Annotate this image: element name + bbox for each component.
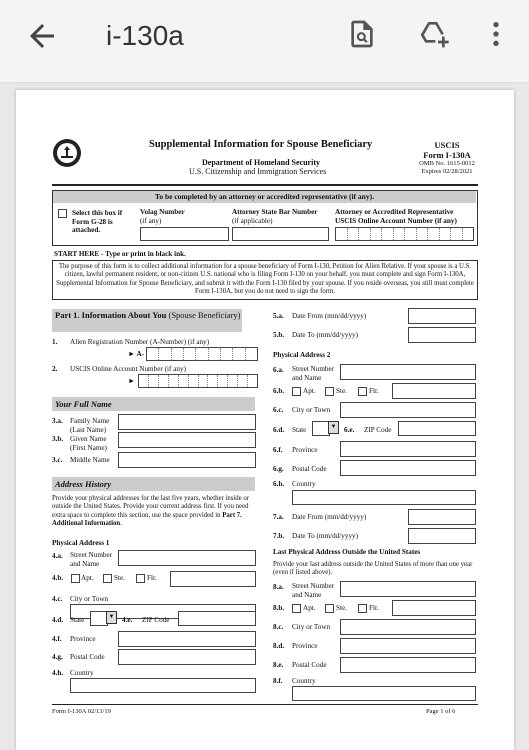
form-id: Form I-130A: [423, 150, 471, 160]
unit-2-input[interactable]: [392, 383, 476, 399]
bar-number-input[interactable]: [232, 227, 329, 241]
unit-8-input[interactable]: [392, 600, 476, 616]
street-1-label: Street Number and Name: [70, 551, 113, 568]
city-8-label: City or Town: [292, 623, 331, 631]
postal-1-input[interactable]: [118, 649, 256, 665]
part1-header: Part 1. Information About You (Spouse Beneficiary): [52, 309, 242, 332]
attorney-bar: To be completed by an attorney or accredited representative (if any).: [53, 191, 476, 203]
department: Department of Homeland Security: [202, 158, 320, 167]
date-from-5-label: Date From (mm/dd/yyyy): [292, 312, 367, 320]
postal-8-label: Postal Code: [292, 661, 327, 669]
apt-1-checkbox[interactable]: [71, 574, 80, 583]
uscis-account-label: Attorney or Accredited Representative USCIS Online Account Number (if any): [335, 208, 457, 225]
province-2-input[interactable]: [340, 441, 476, 457]
uscis-online-input[interactable]: [138, 374, 258, 388]
province-1-input[interactable]: [118, 631, 256, 647]
city-2-input[interactable]: [340, 402, 476, 418]
last-address-title: Last Physical Address Outside the United States: [273, 548, 421, 556]
apt-2-checkbox[interactable]: [292, 387, 301, 396]
date-to-5-input[interactable]: [408, 327, 476, 343]
last-address-intro: Provide your last address outside the United States of more than one year (even if listed above).: [273, 561, 473, 577]
g28-checkbox[interactable]: [58, 209, 67, 218]
back-arrow-icon[interactable]: [24, 18, 60, 54]
city-8-input[interactable]: [340, 619, 476, 635]
middle-name-input[interactable]: [118, 452, 256, 468]
state-2-label: State: [292, 426, 307, 434]
date-from-7-label: Date From (mm/dd/yyyy): [292, 513, 367, 521]
dhs-seal-icon: [52, 138, 82, 168]
uscis-online-label: USCIS Online Account Number (if any): [70, 365, 186, 373]
volag-sub: (if any): [140, 217, 162, 225]
state-1-label: State: [70, 616, 85, 624]
bar-number-label: Attorney State Bar Number: [232, 208, 318, 216]
a-number-input[interactable]: [146, 347, 258, 361]
postal-1-label: Postal Code: [70, 653, 105, 661]
city-1-label: City or Town: [70, 595, 109, 603]
form-title: Supplemental Information for Spouse Beneficiary: [149, 139, 373, 150]
postal-2-input[interactable]: [340, 460, 476, 476]
date-to-7-label: Date To (mm/dd/yyyy): [292, 532, 359, 540]
street-8-input[interactable]: [340, 581, 476, 597]
street-1-input[interactable]: [118, 550, 256, 566]
flr-8-checkbox[interactable]: [358, 604, 367, 613]
uscis-account-input[interactable]: [335, 227, 474, 241]
zip-1-label: ZIP Code: [142, 616, 170, 624]
country-8-input[interactable]: [292, 686, 476, 701]
zip-1-input[interactable]: [178, 611, 256, 626]
a-number-label: Alien Registration Number (A-Number) (if any): [70, 338, 210, 346]
street-2-label: Street Number and Name: [292, 365, 335, 382]
country-1-input[interactable]: [70, 678, 256, 693]
postal-8-input[interactable]: [340, 657, 476, 673]
chevron-down-icon[interactable]: ▼: [328, 421, 339, 434]
omb-number: OMB No. 1615-0012: [419, 160, 475, 167]
province-1-label: Province: [70, 635, 96, 643]
country-2-input[interactable]: [292, 490, 476, 505]
a-number-prefix: ► A-: [128, 350, 145, 358]
document-title: i-130a: [106, 20, 184, 51]
flr-2-checkbox[interactable]: [358, 387, 367, 396]
search-document-icon[interactable]: [346, 18, 378, 50]
apt-8-checkbox[interactable]: [292, 604, 301, 613]
date-from-7-input[interactable]: [408, 509, 476, 525]
uscis-label: USCIS: [434, 140, 460, 150]
flr-1-checkbox[interactable]: [136, 574, 145, 583]
more-vert-icon[interactable]: [480, 18, 512, 50]
given-name-input[interactable]: [118, 432, 256, 448]
ste-2-checkbox[interactable]: [325, 387, 334, 396]
date-to-5-label: Date To (mm/dd/yyyy): [292, 331, 359, 339]
country-2-label: Country: [292, 480, 316, 488]
street-2-input[interactable]: [340, 364, 476, 380]
family-name-label: Family Name (Last Name): [70, 417, 110, 434]
chevron-down-icon[interactable]: ▼: [106, 611, 117, 624]
purpose-text: The purpose of this form is to collect additional information for a spouse beneficiary of Form I-130, Petition for Alien Relative. If your spouse is a U.S. citizen, lawful permanent resident, or non-citizen U.S. national who is filing Form I-130 on your behalf, you must complete and sign Form I-130A, Supplemental Information for Spouse Beneficiary, and submit it with the Form I-130 filed by your spouse. If you reside overseas, you still must complete Form I-130A, but you do not need to sign the form.: [52, 260, 478, 300]
volag-label: Volag Number: [140, 208, 185, 216]
bar-number-sub: (if applicable): [232, 217, 273, 225]
physical-address-2-title: Physical Address 2: [273, 351, 331, 359]
zip-2-input[interactable]: [398, 421, 476, 436]
city-2-label: City or Town: [292, 406, 331, 414]
given-name-label: Given Name (First Name): [70, 435, 107, 452]
footer-form-id: Form I-130A 02/13/19: [52, 708, 111, 715]
address-history-intro: Provide your physical addresses for the last five years, whether inside or outside the United States. Provide your current address first. If you need extra space to complete this section, use the space provided in Part 7. Additional Information.: [52, 495, 250, 527]
app-bar: [0, 0, 529, 83]
middle-name-label: Middle Name: [70, 456, 110, 464]
province-8-label: Province: [292, 642, 318, 650]
ste-1-checkbox[interactable]: [103, 574, 112, 583]
physical-address-1-title: Physical Address 1: [52, 539, 110, 547]
province-8-input[interactable]: [340, 638, 476, 654]
zip-2-label: ZIP Code: [364, 426, 392, 434]
province-2-label: Province: [292, 446, 318, 454]
document-page: Supplemental Information for Spouse Beneficiary Department of Homeland Security U.S. Citizenship and Immigration Services USCIS Form I-130A OMB No. 1615-0012 Expires 02/28/2021 To be completed by an attorney or accredited representative (if any). Select this box if Form G-28 is attached. Volag Number (if any) Attorney State Bar Number (if applicable) Attorney or Accredited Representative USCIS Online Account Number (if any) START HERE - Type or print in black ink. The purpose of this form is to collect additional information for a spouse beneficiary of Form I-130, Petition for Alien Relative. If your spouse is a U.S. citizen, lawful permanent resident, or non-citizen U.S. national who is filing Form I-130 on your behalf, you must complete and sign Form I-130A, Supplemental Information for Spouse Beneficiary, and submit it with the Form I-130 filed by your spouse. If you reside overseas, you still must complete Form I-130A, but you do not need to sign the form. Part 1. Information About You (Spouse Beneficiary) 1. Alien Registration Number (A-Number) (if any) ► A- 2. USCIS Online Account Number (if any) ► Your Full Name 3.a. Family Name (Last Name) 3.b. Given Name (First Name) 3.c. Middle Name Address History Provide your physical addresses for the last five years, whether inside or outside the United States. Provide your current address first. If you need extra space to complete this section, use the space provided in Part 7. Additional Information. Physical Address 1 4.a. Street Number and Name 4.b. Apt. Ste. Flr. 4.c. City or Town 4.d. State ▼ 4.e. ZIP Code 4.f. Province 4.g. Postal Code 4.h. Country 5.a. Date From (mm/dd/yyyy) 5.b. Date To (mm/dd/yyyy) Physical Address 2 6.a. Street Number and Name 6.b. Apt. Ste. Flr. 6.c. City or Town 6.d. State ▼ 6.e. ZIP Code 6.f. Province 6.g. Postal Code 6.h. Country 7.a. Date From (mm/dd/yyyy) 7.b. Date To (mm/dd/yyyy) Last Physical Address Outside the United States Provide your last address outside the United States of more than one year (even if listed above). 8.a. Street Number and Name 8.b. Apt. Ste. Flr. 8.c. City or Town 8.d. Province 8.e. Postal Code 8.f. Country Form I-130A 02/13/19 Page 1 of 6: [16, 90, 514, 750]
agency: U.S. Citizenship and Immigration Services: [189, 167, 327, 176]
expiration: Expires 02/28/2021: [421, 168, 473, 175]
country-8-label: Country: [292, 677, 316, 685]
volag-input[interactable]: [140, 227, 229, 241]
g28-label: Select this box if Form G-28 is attached.: [72, 209, 123, 234]
family-name-input[interactable]: [118, 414, 256, 430]
postal-2-label: Postal Code: [292, 465, 327, 473]
ste-8-checkbox[interactable]: [325, 604, 334, 613]
street-8-label: Street Number and Name: [292, 582, 335, 599]
start-here: START HERE - Type or print in black ink.: [54, 250, 186, 258]
date-from-5-input[interactable]: [408, 308, 476, 324]
full-name-header: Your Full Name: [52, 397, 255, 411]
country-1-label: Country: [70, 669, 94, 677]
unit-1-input[interactable]: [170, 571, 256, 587]
page-number: Page 1 of 6: [426, 708, 456, 715]
date-to-7-input[interactable]: [408, 528, 476, 544]
add-to-drive-icon[interactable]: [418, 18, 450, 50]
address-history-header: Address History: [52, 477, 255, 491]
